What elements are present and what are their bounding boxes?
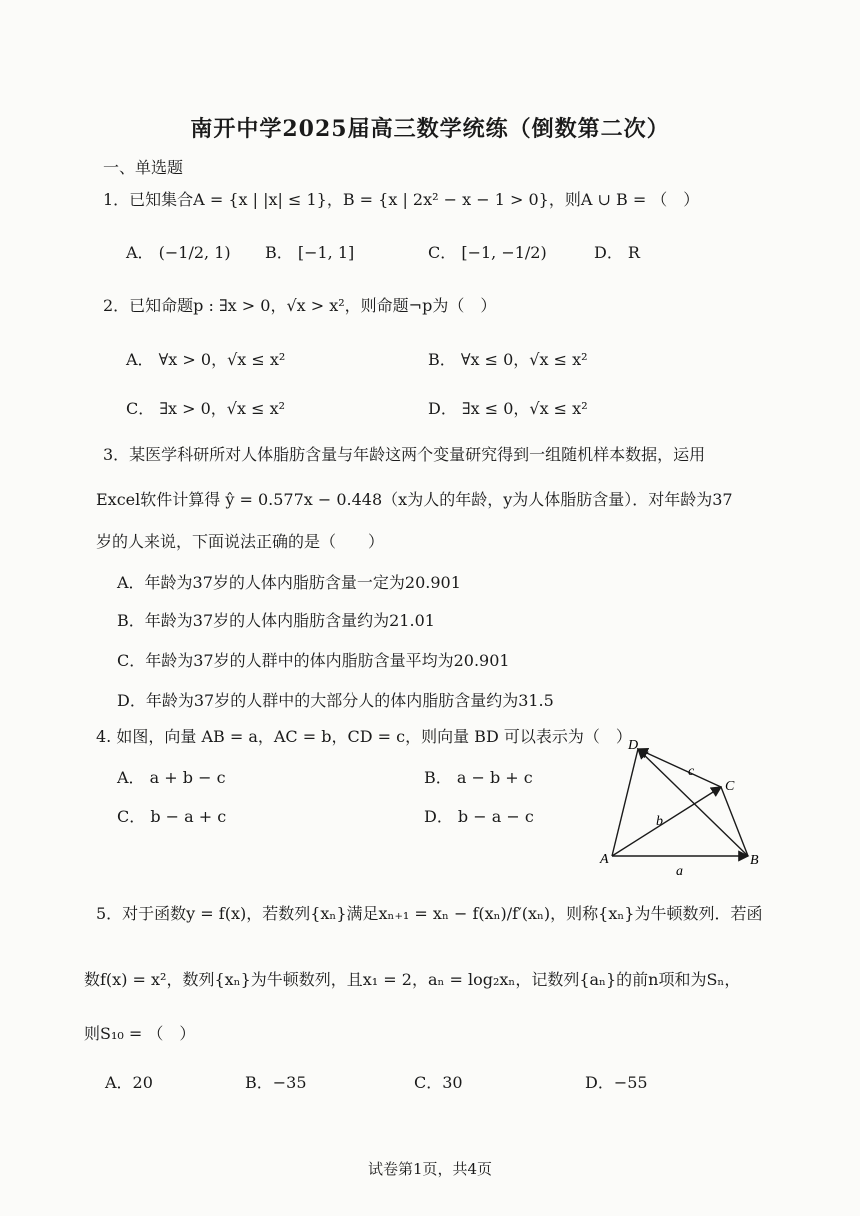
question-5-line-2: 数f(x) = x²，数列{xₙ}为牛顿数列，且x₁ = 2，aₙ = log₂xₙ，记数列{aₙ}的前n项和为Sₙ， bbox=[84, 970, 741, 989]
vector-label-c: c bbox=[688, 764, 695, 779]
edge-c-b bbox=[721, 787, 748, 856]
vector-label-b: b bbox=[656, 814, 663, 829]
question-5-option-a: A．20 bbox=[105, 1073, 153, 1092]
question-5-line-1: 5．对于函数y = f(x)，若数列{xₙ}满足xₙ₊₁ = xₙ − f(xₙ)/f′(xₙ)，则称{xₙ}为牛顿数列．若函 bbox=[96, 904, 763, 923]
question-3-option-b: B．年龄为37岁的人体内脂肪含量约为21.01 bbox=[117, 611, 435, 630]
edge-a-d bbox=[612, 749, 638, 856]
question-3-line-2: Excel软件计算得 ŷ = 0.577x − 0.448（x为人的年龄，y为人体脂肪含量）．对年龄为37 bbox=[96, 490, 733, 509]
question-3-option-d: D．年龄为37岁的人群中的大部分人的体内脂肪含量约为31.5 bbox=[117, 691, 554, 710]
vector-c-arrow bbox=[638, 749, 721, 787]
vector-b-arrow bbox=[612, 787, 721, 856]
point-label-b: B bbox=[750, 853, 759, 868]
question-3-line-3: 岁的人来说，下面说法正确的是（ ） bbox=[96, 532, 385, 551]
question-1-option-b: B． [−1, 1] bbox=[265, 243, 355, 262]
vector-label-a: a bbox=[676, 864, 683, 879]
question-4-option-a: A． a + b − c bbox=[117, 768, 226, 787]
question-2-option-a: A． ∀x > 0，√x ≤ x² bbox=[126, 350, 286, 369]
question-4-option-d: D． b − a − c bbox=[424, 807, 534, 826]
question-3-option-a: A．年龄为37岁的人体内脂肪含量一定为20.901 bbox=[117, 573, 461, 592]
question-5-option-b: B．−35 bbox=[245, 1073, 307, 1092]
question-2-option-b: B． ∀x ≤ 0，√x ≤ x² bbox=[428, 350, 588, 369]
question-2-option-c: C． ∃x > 0，√x ≤ x² bbox=[126, 399, 286, 418]
question-3-line-1: 3．某医学科研所对人体脂肪含量与年龄这两个变量研究得到一组随机样本数据，运用 bbox=[103, 445, 706, 464]
question-3-option-c: C．年龄为37岁的人群中的体内脂肪含量平均为20.901 bbox=[117, 651, 510, 670]
question-5-option-d: D．−55 bbox=[585, 1073, 648, 1092]
question-4-stem: 4. 如图，向量 AB = a，AC = b，CD = c，则向量 BD 可以表示为（ ） bbox=[96, 727, 632, 746]
question-1-stem: 1．已知集合A = {x | |x| ≤ 1}，B = {x | 2x² − x − 1 > 0}，则A ∪ B = （ ） bbox=[103, 190, 700, 209]
question-2-option-d: D． ∃x ≤ 0，√x ≤ x² bbox=[428, 399, 588, 418]
page-footer: 试卷第1页，共4页 bbox=[367, 1160, 493, 1178]
question-1-option-c: C． [−1, −1/2) bbox=[428, 243, 547, 262]
question-5-option-c: C．30 bbox=[414, 1073, 463, 1092]
question-4-option-c: C． b − a + c bbox=[117, 807, 227, 826]
page-title: 南开中学2025届高三数学统练（倒数第二次） bbox=[190, 116, 670, 142]
point-label-d: D bbox=[628, 738, 639, 753]
question-1-option-a: A． (−1/2, 1) bbox=[126, 243, 231, 262]
question-4-option-b: B． a − b + c bbox=[424, 768, 533, 787]
section-heading: 一、单选题 bbox=[103, 158, 184, 177]
question-1-option-d: D． R bbox=[594, 243, 640, 262]
point-label-a: A bbox=[600, 852, 609, 867]
question-5-line-3: 则S₁₀ = （ ） bbox=[84, 1024, 196, 1043]
point-label-c: C bbox=[725, 779, 735, 794]
vector-figure bbox=[598, 735, 768, 880]
question-2-stem: 2．已知命题p : ∃x > 0，√x > x²，则命题¬p为（ ） bbox=[103, 296, 497, 315]
